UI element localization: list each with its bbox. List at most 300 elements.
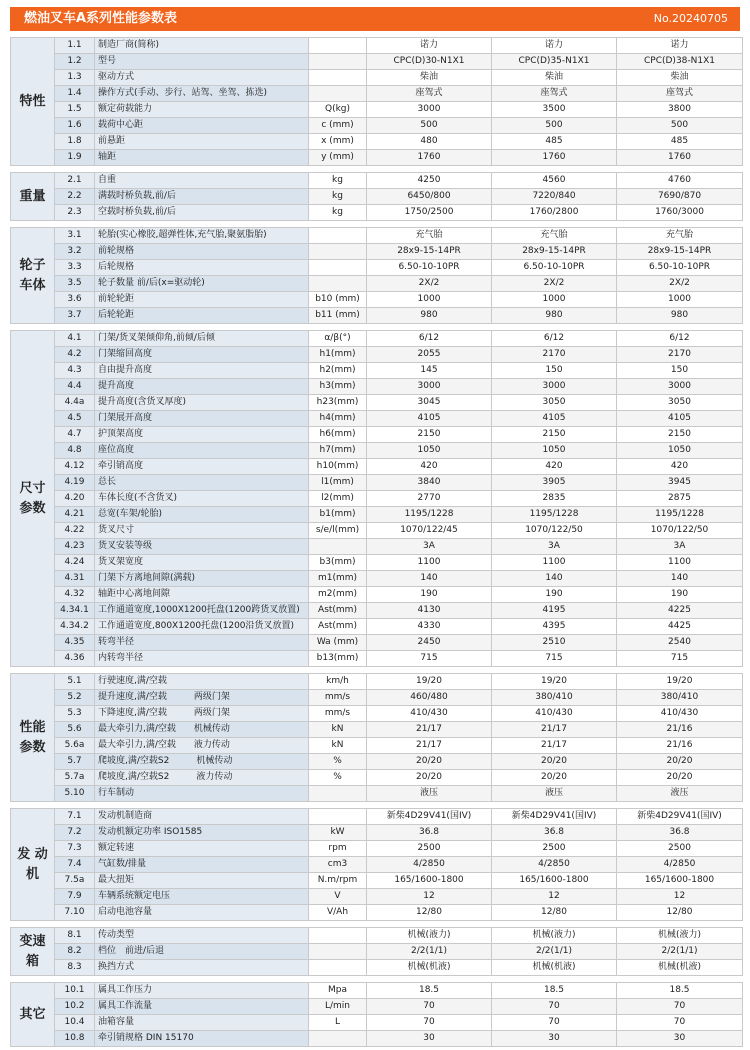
row-number: 4.22	[55, 523, 95, 539]
row-number: 1.8	[55, 134, 95, 150]
row-number: 4.32	[55, 587, 95, 603]
value-model-3: 1100	[617, 555, 743, 571]
row-number: 4.12	[55, 459, 95, 475]
row-number: 1.9	[55, 150, 95, 166]
table-row	[11, 635, 743, 651]
value-model-3: 28x9-15-14PR	[617, 244, 743, 260]
value-model-1: 4105	[367, 411, 492, 427]
unit-cell: rpm	[309, 841, 367, 857]
item-name: 自重	[95, 173, 309, 189]
unit-cell: m1(mm)	[309, 571, 367, 587]
value-model-2: 6.50-10-10PR	[492, 260, 617, 276]
group-separator	[11, 324, 743, 331]
row-number: 1.1	[55, 38, 95, 54]
value-model-2: 4560	[492, 173, 617, 189]
value-model-3: 3050	[617, 395, 743, 411]
group-separator	[11, 221, 743, 228]
unit-cell: b11 (mm)	[309, 308, 367, 324]
value-model-3: 1195/1228	[617, 507, 743, 523]
unit-cell: h23(mm)	[309, 395, 367, 411]
value-model-1: 充气胎	[367, 228, 492, 244]
category-label: 变速箱	[19, 933, 46, 969]
category-label: 性能 参数	[19, 719, 46, 755]
table-row	[11, 228, 743, 244]
value-model-1: 70	[367, 1015, 492, 1031]
unit-cell: km/h	[309, 674, 367, 690]
category-cell	[11, 331, 55, 667]
value-model-2: 新柴4D29V41(国IV)	[492, 809, 617, 825]
value-model-1: 12	[367, 889, 492, 905]
row-number: 4.34.2	[55, 619, 95, 635]
category-label: 轮子 车体	[19, 257, 46, 293]
value-model-2: 4/2850	[492, 857, 617, 873]
unit-cell: m2(mm)	[309, 587, 367, 603]
value-model-3: 机械(机液)	[617, 960, 743, 976]
item-name: 轮子数量 前/后(x=驱动轮)	[95, 276, 309, 292]
table-row	[11, 363, 743, 379]
table-row	[11, 587, 743, 603]
table-row	[11, 928, 743, 944]
value-model-3: 1050	[617, 443, 743, 459]
unit-cell: h10(mm)	[309, 459, 367, 475]
value-model-1: 6450/800	[367, 189, 492, 205]
value-model-3: 3945	[617, 475, 743, 491]
page-title: 燃油叉车A系列性能参数表	[24, 11, 178, 26]
item-name: 后轮规格	[95, 260, 309, 276]
table-row	[11, 619, 743, 635]
category-cell	[11, 38, 55, 166]
unit-cell: L	[309, 1015, 367, 1031]
value-model-1: 3000	[367, 102, 492, 118]
row-number: 7.4	[55, 857, 95, 873]
unit-cell	[309, 260, 367, 276]
category-cell	[11, 928, 55, 976]
separator-cell	[11, 166, 743, 173]
item-name: 货叉架宽度	[95, 555, 309, 571]
value-model-3: 机械(液力)	[617, 928, 743, 944]
unit-cell	[309, 1031, 367, 1047]
value-model-2: 18.5	[492, 983, 617, 999]
item-name: 额定荷载能力	[95, 102, 309, 118]
unit-cell: h2(mm)	[309, 363, 367, 379]
unit-cell: c (mm)	[309, 118, 367, 134]
value-model-3: 4225	[617, 603, 743, 619]
row-number: 1.3	[55, 70, 95, 86]
unit-cell: N.m/rpm	[309, 873, 367, 889]
value-model-3: 70	[617, 999, 743, 1015]
unit-cell	[309, 944, 367, 960]
item-name: 最大牵引力,满/空载 机械传动	[95, 722, 309, 738]
item-name: 前悬距	[95, 134, 309, 150]
row-number: 4.1	[55, 331, 95, 347]
unit-cell: mm/s	[309, 706, 367, 722]
table-row	[11, 1015, 743, 1031]
item-name: 气缸数/排量	[95, 857, 309, 873]
item-name: 内转弯半径	[95, 651, 309, 667]
value-model-1: 2500	[367, 841, 492, 857]
table-row	[11, 244, 743, 260]
table-row	[11, 411, 743, 427]
value-model-1: 3045	[367, 395, 492, 411]
item-name: 最大牵引力,满/空载 液力传动	[95, 738, 309, 754]
table-row	[11, 118, 743, 134]
row-number: 3.6	[55, 292, 95, 308]
value-model-3: 液压	[617, 786, 743, 802]
value-model-3: 4425	[617, 619, 743, 635]
category-cell	[11, 983, 55, 1047]
value-model-3: CPC(D)38-N1X1	[617, 54, 743, 70]
value-model-2: 座驾式	[492, 86, 617, 102]
row-number: 4.35	[55, 635, 95, 651]
table-row	[11, 427, 743, 443]
item-name: 驱动方式	[95, 70, 309, 86]
unit-cell: kN	[309, 738, 367, 754]
value-model-2: 2/2(1/1)	[492, 944, 617, 960]
value-model-2: 715	[492, 651, 617, 667]
unit-cell: y (mm)	[309, 150, 367, 166]
value-model-2: 柴油	[492, 70, 617, 86]
value-model-2: 4105	[492, 411, 617, 427]
item-name: 爬坡度,满/空载S2 机械传动	[95, 754, 309, 770]
table-row	[11, 308, 743, 324]
value-model-3: 420	[617, 459, 743, 475]
value-model-3: 2150	[617, 427, 743, 443]
value-model-3: 3800	[617, 102, 743, 118]
table-row	[11, 507, 743, 523]
unit-cell: b10 (mm)	[309, 292, 367, 308]
value-model-2: 140	[492, 571, 617, 587]
table-row	[11, 86, 743, 102]
value-model-3: 21/16	[617, 738, 743, 754]
value-model-1: 19/20	[367, 674, 492, 690]
value-model-1: 70	[367, 999, 492, 1015]
value-model-1: 座驾式	[367, 86, 492, 102]
unit-cell: b1(mm)	[309, 507, 367, 523]
table-row	[11, 841, 743, 857]
value-model-1: 140	[367, 571, 492, 587]
table-row	[11, 889, 743, 905]
unit-cell: kg	[309, 173, 367, 189]
category-label: 发 动 机	[17, 846, 48, 882]
row-number: 5.7a	[55, 770, 95, 786]
value-model-3: 30	[617, 1031, 743, 1047]
value-model-3: 7690/870	[617, 189, 743, 205]
table-row	[11, 690, 743, 706]
value-model-1: 1050	[367, 443, 492, 459]
item-name: 总长	[95, 475, 309, 491]
group-separator	[11, 921, 743, 928]
row-number: 10.2	[55, 999, 95, 1015]
value-model-3: 2500	[617, 841, 743, 857]
value-model-2: 1050	[492, 443, 617, 459]
value-model-1: 3840	[367, 475, 492, 491]
item-name: 前轮轮距	[95, 292, 309, 308]
row-number: 10.8	[55, 1031, 95, 1047]
table-row	[11, 706, 743, 722]
table-row	[11, 786, 743, 802]
unit-cell	[309, 86, 367, 102]
separator-cell	[11, 921, 743, 928]
item-name: 货叉尺寸	[95, 523, 309, 539]
value-model-3: 12/80	[617, 905, 743, 921]
value-model-1: 420	[367, 459, 492, 475]
group-separator	[11, 166, 743, 173]
group-separator	[11, 802, 743, 809]
value-model-1: 980	[367, 308, 492, 324]
value-model-2: 诺力	[492, 38, 617, 54]
value-model-2: 1100	[492, 555, 617, 571]
item-name: 满载时桥负载,前/后	[95, 189, 309, 205]
value-model-1: 190	[367, 587, 492, 603]
item-name: 行车制动	[95, 786, 309, 802]
unit-cell: Ast(mm)	[309, 603, 367, 619]
value-model-1: 2450	[367, 635, 492, 651]
table-row	[11, 523, 743, 539]
row-number: 4.2	[55, 347, 95, 363]
item-name: 发动机制造商	[95, 809, 309, 825]
value-model-2: 36.8	[492, 825, 617, 841]
table-row	[11, 459, 743, 475]
unit-cell	[309, 960, 367, 976]
item-name: 座位高度	[95, 443, 309, 459]
value-model-2: 21/17	[492, 722, 617, 738]
category-label: 其它	[19, 1006, 46, 1022]
value-model-3: 380/410	[617, 690, 743, 706]
category-cell	[11, 228, 55, 324]
value-model-2: 20/20	[492, 754, 617, 770]
value-model-3: 190	[617, 587, 743, 603]
item-name: 牵引销高度	[95, 459, 309, 475]
unit-cell	[309, 786, 367, 802]
value-model-2: 7220/840	[492, 189, 617, 205]
row-number: 3.3	[55, 260, 95, 276]
value-model-2: 70	[492, 999, 617, 1015]
table-row	[11, 70, 743, 86]
separator-cell	[11, 221, 743, 228]
separator-cell	[11, 667, 743, 674]
row-number: 5.10	[55, 786, 95, 802]
row-number: 2.2	[55, 189, 95, 205]
item-name: 轴距中心离地间隙	[95, 587, 309, 603]
table-row	[11, 150, 743, 166]
unit-cell: Ast(mm)	[309, 619, 367, 635]
table-row	[11, 260, 743, 276]
table-row	[11, 347, 743, 363]
value-model-2: 6/12	[492, 331, 617, 347]
unit-cell	[309, 276, 367, 292]
value-model-3: 36.8	[617, 825, 743, 841]
value-model-2: 190	[492, 587, 617, 603]
item-name: 门架下方离地间隙(满载)	[95, 571, 309, 587]
value-model-2: 980	[492, 308, 617, 324]
value-model-1: 液压	[367, 786, 492, 802]
value-model-1: 3000	[367, 379, 492, 395]
value-model-1: 36.8	[367, 825, 492, 841]
row-number: 3.7	[55, 308, 95, 324]
row-number: 7.3	[55, 841, 95, 857]
item-name: 牵引销规格 DIN 15170	[95, 1031, 309, 1047]
row-number: 5.6a	[55, 738, 95, 754]
unit-cell: l1(mm)	[309, 475, 367, 491]
item-name: 总宽(车架/轮胎)	[95, 507, 309, 523]
table-row	[11, 379, 743, 395]
value-model-2: 1760	[492, 150, 617, 166]
value-model-3: 1070/122/50	[617, 523, 743, 539]
value-model-2: 19/20	[492, 674, 617, 690]
spec-table-body	[11, 38, 743, 1047]
row-number: 5.6	[55, 722, 95, 738]
value-model-1: 21/17	[367, 722, 492, 738]
value-model-2: 410/430	[492, 706, 617, 722]
unit-cell: %	[309, 770, 367, 786]
value-model-3: 2875	[617, 491, 743, 507]
unit-cell	[309, 809, 367, 825]
item-name: 下降速度,满/空载 两级门架	[95, 706, 309, 722]
table-row	[11, 857, 743, 873]
group-separator	[11, 976, 743, 983]
table-row	[11, 38, 743, 54]
item-name: 提升高度	[95, 379, 309, 395]
row-number: 3.2	[55, 244, 95, 260]
spec-table	[10, 37, 743, 1047]
value-model-1: 机械(机液)	[367, 960, 492, 976]
item-name: 轴距	[95, 150, 309, 166]
unit-cell: kg	[309, 189, 367, 205]
value-model-2: 70	[492, 1015, 617, 1031]
row-number: 4.23	[55, 539, 95, 555]
table-row	[11, 960, 743, 976]
unit-cell: kN	[309, 722, 367, 738]
table-row	[11, 1031, 743, 1047]
row-number: 4.36	[55, 651, 95, 667]
table-row	[11, 873, 743, 889]
unit-cell: V	[309, 889, 367, 905]
unit-cell	[309, 928, 367, 944]
value-model-3: 1760/3000	[617, 205, 743, 221]
value-model-1: 18.5	[367, 983, 492, 999]
value-model-2: 12	[492, 889, 617, 905]
category-cell	[11, 173, 55, 221]
value-model-2: 3500	[492, 102, 617, 118]
item-name: 门架/货叉架倾仰角,前倾/后倾	[95, 331, 309, 347]
value-model-2: 机械(液力)	[492, 928, 617, 944]
row-number: 5.1	[55, 674, 95, 690]
unit-cell	[309, 244, 367, 260]
value-model-2: 1195/1228	[492, 507, 617, 523]
value-model-2: 420	[492, 459, 617, 475]
value-model-1: 1750/2500	[367, 205, 492, 221]
value-model-1: 4130	[367, 603, 492, 619]
value-model-1: 1100	[367, 555, 492, 571]
item-name: 车体长度(不含货叉)	[95, 491, 309, 507]
table-row	[11, 292, 743, 308]
unit-cell: x (mm)	[309, 134, 367, 150]
item-name: 工作通道宽度,800X1200托盘(1200沿货叉放置)	[95, 619, 309, 635]
row-number: 2.3	[55, 205, 95, 221]
row-number: 4.3	[55, 363, 95, 379]
value-model-3: 140	[617, 571, 743, 587]
value-model-1: 6.50-10-10PR	[367, 260, 492, 276]
item-name: 发动机额定功率 ISO1585	[95, 825, 309, 841]
value-model-2: 3000	[492, 379, 617, 395]
row-number: 1.5	[55, 102, 95, 118]
unit-cell: b13(mm)	[309, 651, 367, 667]
table-row	[11, 944, 743, 960]
row-number: 10.4	[55, 1015, 95, 1031]
unit-cell: L/min	[309, 999, 367, 1015]
value-model-3: 980	[617, 308, 743, 324]
value-model-3: 4760	[617, 173, 743, 189]
value-model-3: 3A	[617, 539, 743, 555]
item-name: 门架缩回高度	[95, 347, 309, 363]
table-row	[11, 189, 743, 205]
value-model-3: 柴油	[617, 70, 743, 86]
row-number: 4.20	[55, 491, 95, 507]
row-number: 7.1	[55, 809, 95, 825]
table-row	[11, 983, 743, 999]
row-number: 5.7	[55, 754, 95, 770]
value-model-2: 1070/122/50	[492, 523, 617, 539]
value-model-2: CPC(D)35-N1X1	[492, 54, 617, 70]
value-model-2: 3050	[492, 395, 617, 411]
value-model-3: 500	[617, 118, 743, 134]
category-cell	[11, 674, 55, 802]
unit-cell: s/e/l(mm)	[309, 523, 367, 539]
item-name: 属具工作压力	[95, 983, 309, 999]
value-model-1: 1760	[367, 150, 492, 166]
item-name: 油箱容量	[95, 1015, 309, 1031]
unit-cell: kW	[309, 825, 367, 841]
item-name: 制造厂商(简称)	[95, 38, 309, 54]
value-model-3: 1760	[617, 150, 743, 166]
value-model-1: 2X/2	[367, 276, 492, 292]
value-model-2: 150	[492, 363, 617, 379]
value-model-1: 28x9-15-14PR	[367, 244, 492, 260]
table-row	[11, 102, 743, 118]
value-model-1: 4330	[367, 619, 492, 635]
item-name: 档位 前进/后退	[95, 944, 309, 960]
value-model-2: 21/17	[492, 738, 617, 754]
item-name: 后轮轮距	[95, 308, 309, 324]
table-row	[11, 491, 743, 507]
value-model-1: 4/2850	[367, 857, 492, 873]
value-model-3: 21/16	[617, 722, 743, 738]
table-row	[11, 54, 743, 70]
item-name: 轮胎(实心橡胶,超弹性体,充气胎,聚氨脂胎)	[95, 228, 309, 244]
row-number: 4.5	[55, 411, 95, 427]
item-name: 最大扭矩	[95, 873, 309, 889]
item-name: 提升高度(含货叉厚度)	[95, 395, 309, 411]
item-name: 前轮规格	[95, 244, 309, 260]
value-model-2: 165/1600-1800	[492, 873, 617, 889]
value-model-2: 4395	[492, 619, 617, 635]
item-name: 车辆系统额定电压	[95, 889, 309, 905]
value-model-2: 2500	[492, 841, 617, 857]
category-cell	[11, 809, 55, 921]
value-model-1: 4250	[367, 173, 492, 189]
unit-cell	[309, 539, 367, 555]
value-model-2: 3905	[492, 475, 617, 491]
value-model-3: 715	[617, 651, 743, 667]
table-row	[11, 770, 743, 786]
value-model-2: 4195	[492, 603, 617, 619]
table-row	[11, 571, 743, 587]
item-name: 传动类型	[95, 928, 309, 944]
value-model-3: 2540	[617, 635, 743, 651]
unit-cell: h3(mm)	[309, 379, 367, 395]
value-model-1: 柴油	[367, 70, 492, 86]
unit-cell: cm3	[309, 857, 367, 873]
